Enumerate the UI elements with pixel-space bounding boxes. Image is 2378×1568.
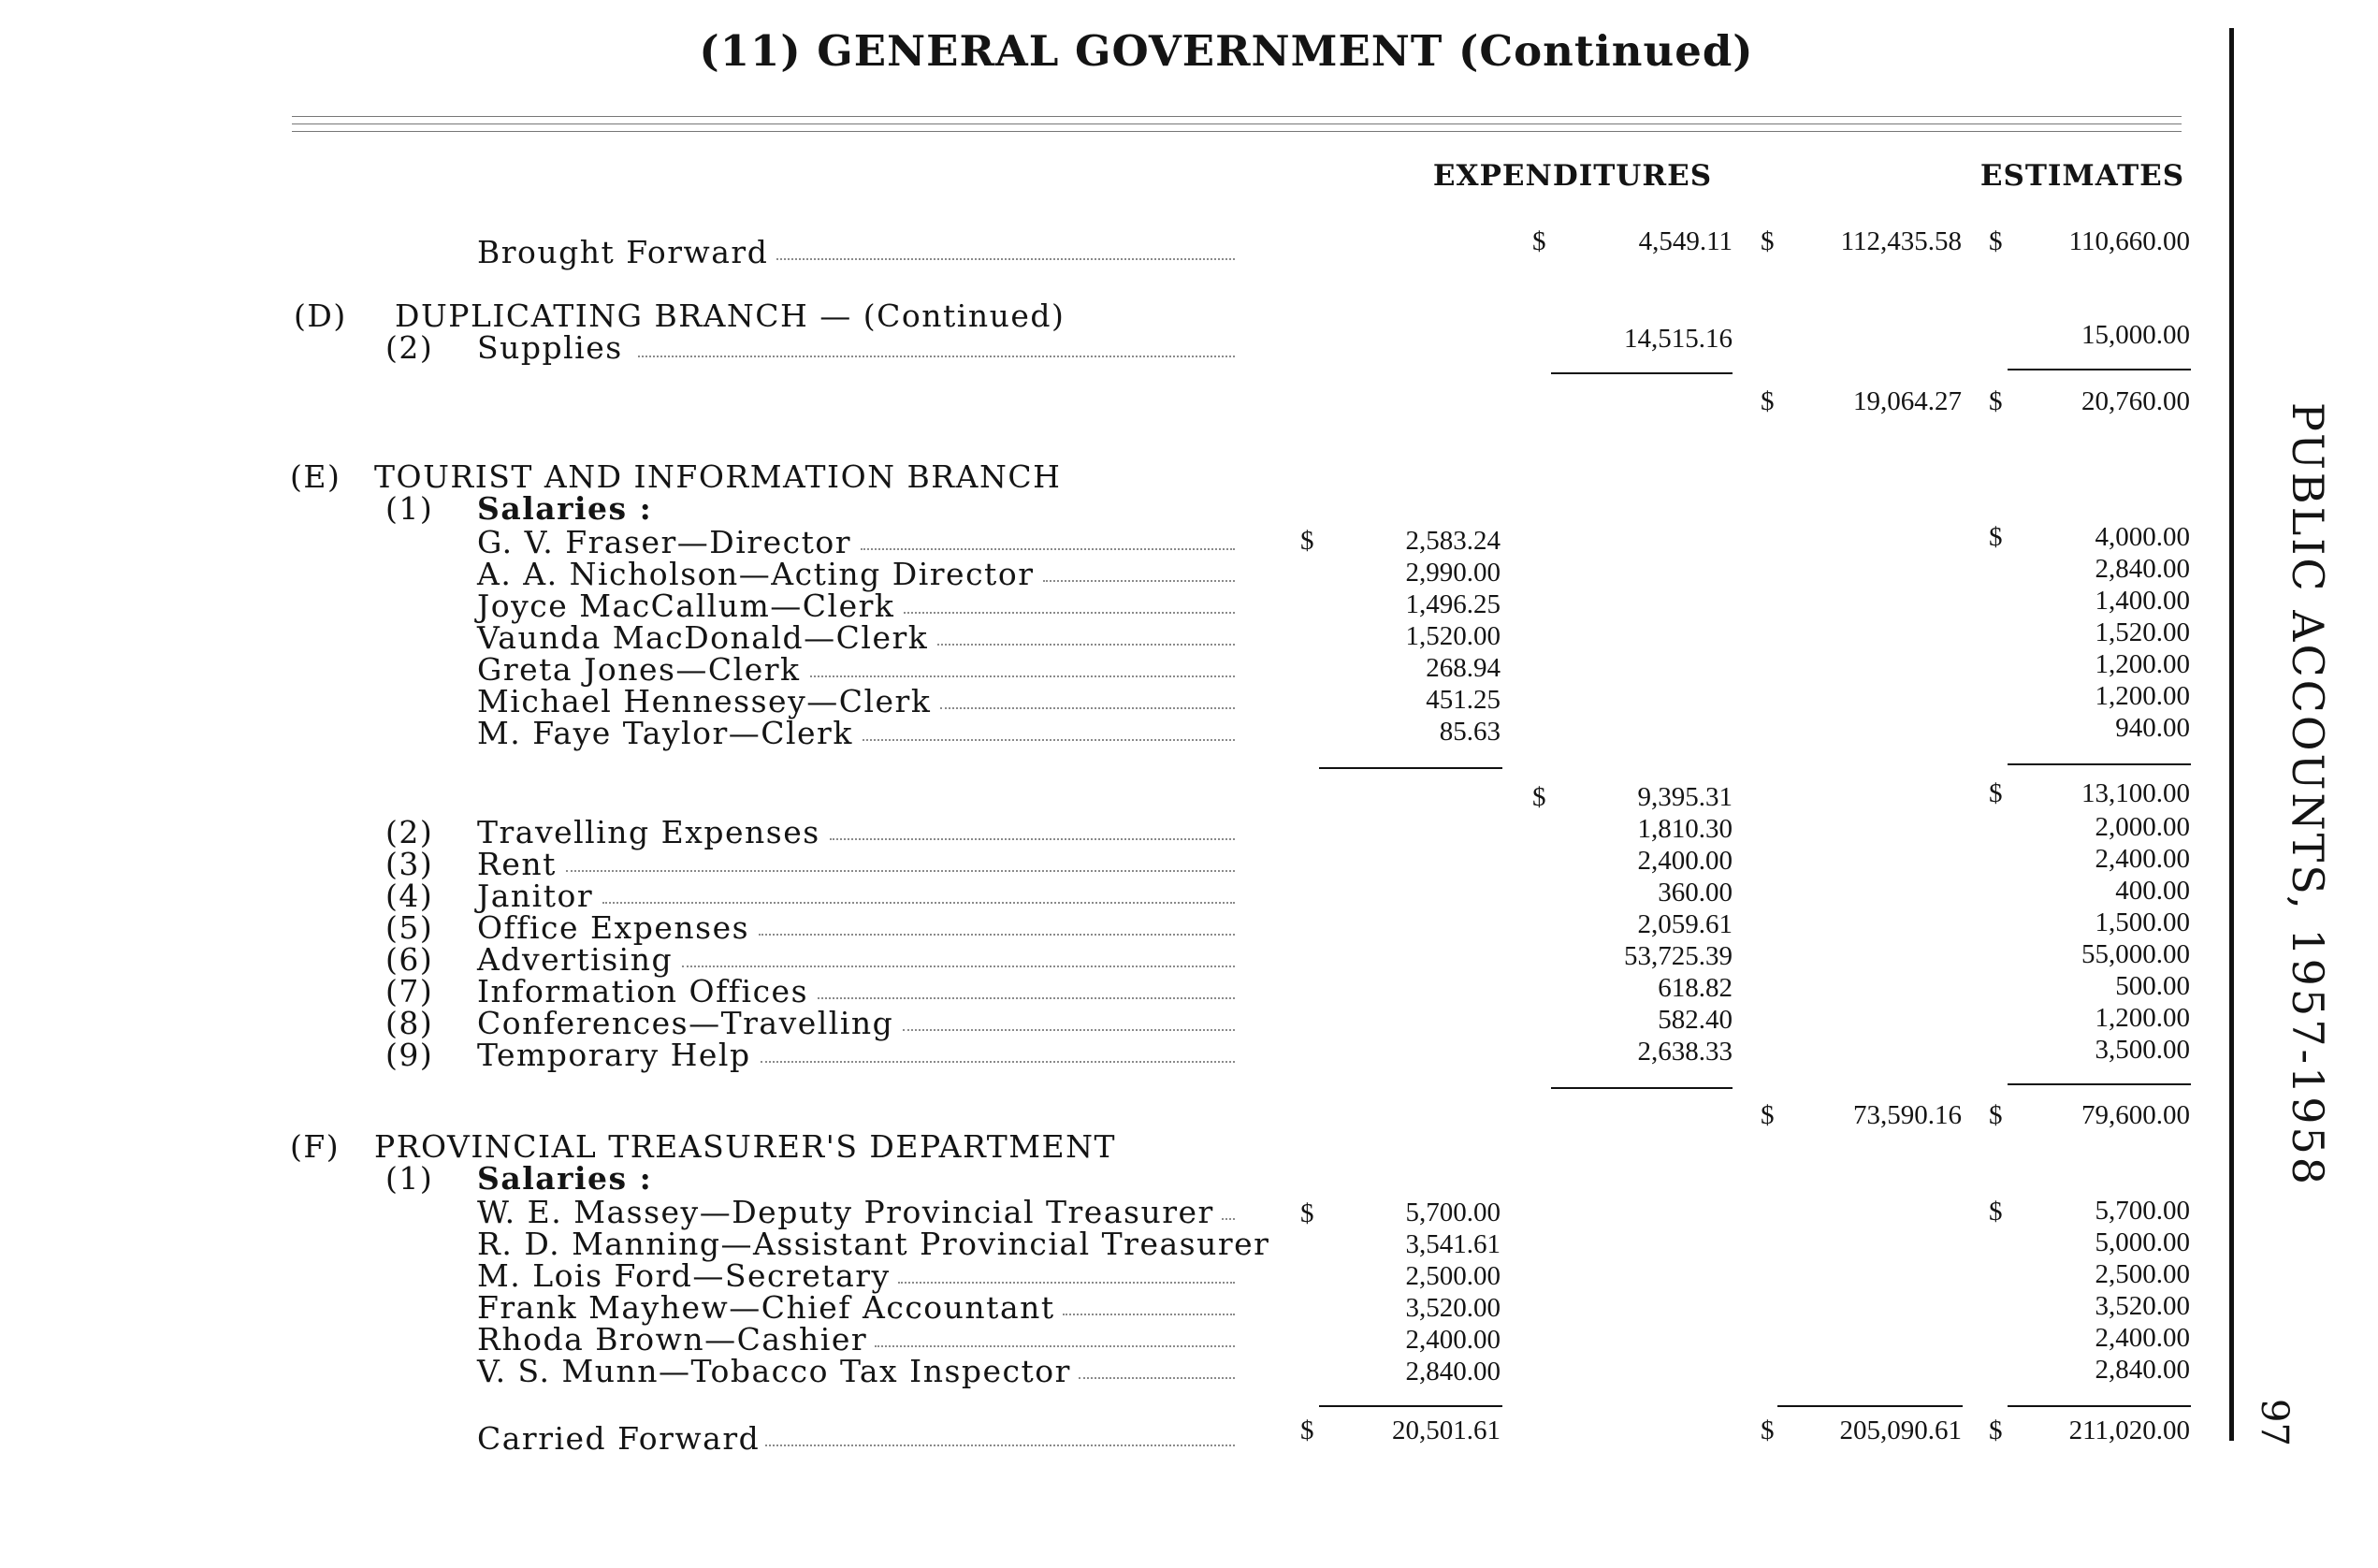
item-label: Travelling Expenses xyxy=(477,814,820,850)
leader-dots xyxy=(903,1029,1235,1031)
item-estimate: 3,500.00 xyxy=(2095,1035,2190,1065)
page-number: 97 xyxy=(2253,1399,2296,1446)
salary-estimate: 5,700.00 xyxy=(2095,1196,2190,1226)
leader-dots xyxy=(818,997,1235,999)
section-heading: DUPLICATING BRANCH — (Continued) xyxy=(395,298,1066,334)
section-d-total: 19,064.27 xyxy=(1853,386,1962,416)
salary-expenditure: 2,990.00 xyxy=(1405,558,1501,588)
dollar-sign: $ xyxy=(1761,386,1775,416)
salary-estimate: 2,840.00 xyxy=(2095,1355,2190,1385)
dollar-sign: $ xyxy=(1300,526,1314,556)
item-label: Information Offices xyxy=(477,973,809,1009)
leader-dots xyxy=(1222,1218,1235,1220)
tourist-salaries-estimate-total: 13,100.00 xyxy=(2081,778,2190,808)
leader-dots xyxy=(904,612,1235,614)
item-number: (3) xyxy=(385,846,434,882)
salary-estimate: 4,000.00 xyxy=(2095,522,2190,552)
dollar-sign: $ xyxy=(1532,782,1546,812)
item-number: (5) xyxy=(385,909,434,946)
leader-dots xyxy=(682,965,1235,967)
salary-expenditure: 5,700.00 xyxy=(1405,1198,1501,1227)
leader-dots xyxy=(898,1282,1235,1284)
item-estimate: 400.00 xyxy=(2115,876,2190,906)
item-label: Supplies xyxy=(477,329,623,366)
dollar-sign: $ xyxy=(1532,226,1546,256)
item-number: (6) xyxy=(385,941,434,978)
running-head: PUBLIC ACCOUNTS, 1957-1958 xyxy=(2283,402,2333,1188)
salary-estimate: 2,840.00 xyxy=(2095,554,2190,584)
item-number: (2) xyxy=(385,814,434,850)
salary-name: Joyce MacCallum—Clerk xyxy=(477,588,895,624)
carried-forward-total: 205,090.61 xyxy=(1839,1416,1962,1445)
carried-forward-label: Carried Forward xyxy=(477,1420,761,1457)
section-letter: (F) xyxy=(290,1128,341,1165)
item-number: (2) xyxy=(385,329,434,366)
item-label: Advertising xyxy=(477,941,674,978)
leader-dots xyxy=(810,675,1235,677)
subtotal-rule xyxy=(2008,1083,2191,1085)
subtotal-rule xyxy=(1551,372,1733,374)
leader-dots xyxy=(875,1345,1235,1347)
section-heading: TOURIST AND INFORMATION BRANCH xyxy=(374,458,1062,495)
item-number: (8) xyxy=(385,1005,434,1041)
section-e-total: 73,590.16 xyxy=(1853,1100,1962,1130)
salaries-label: Salaries : xyxy=(477,1160,653,1197)
salary-name: Vaunda MacDonald—Clerk xyxy=(477,619,929,656)
salary-expenditure: 2,400.00 xyxy=(1405,1325,1501,1355)
item-number: (1) xyxy=(385,490,434,527)
subtotal-rule xyxy=(1551,1087,1733,1089)
salary-estimate: 1,200.00 xyxy=(2095,681,2190,711)
salary-name: M. Lois Ford—Secretary xyxy=(477,1257,891,1294)
item-label: Temporary Help xyxy=(477,1037,751,1073)
subtotal-rule xyxy=(1777,1405,1963,1407)
salary-name: Michael Hennessey—Clerk xyxy=(477,683,932,719)
salary-expenditure: 451.25 xyxy=(1426,685,1501,715)
salary-expenditure: 1,496.25 xyxy=(1405,589,1501,619)
dollar-sign: $ xyxy=(1300,1416,1314,1445)
dollar-sign: $ xyxy=(1989,1197,2003,1227)
salary-expenditure: 2,583.24 xyxy=(1405,526,1501,556)
dollar-sign: $ xyxy=(1989,226,2003,256)
title-rule-bottom xyxy=(292,131,2182,132)
item-expenditure: 2,400.00 xyxy=(1637,846,1733,876)
salary-name: Greta Jones—Clerk xyxy=(477,651,801,688)
tourist-salaries-total: 9,395.31 xyxy=(1637,782,1733,812)
leader-dots xyxy=(759,934,1235,936)
subtotal-rule xyxy=(1319,767,1502,769)
dollar-sign: $ xyxy=(1989,1100,2003,1130)
salary-estimate: 1,520.00 xyxy=(2095,617,2190,647)
dollar-sign: $ xyxy=(1989,778,2003,808)
leader-dots xyxy=(638,356,1235,357)
title-rule-middle xyxy=(292,123,2182,124)
dollar-sign: $ xyxy=(1989,522,2003,552)
item-number: (7) xyxy=(385,973,434,1009)
salary-expenditure: 1,520.00 xyxy=(1405,621,1501,651)
leader-dots xyxy=(937,644,1235,646)
supplies-estimate: 15,000.00 xyxy=(2081,320,2190,350)
salaries-label: Salaries : xyxy=(477,490,653,527)
dollar-sign: $ xyxy=(1989,386,2003,416)
leader-dots xyxy=(863,739,1235,741)
item-label: Office Expenses xyxy=(477,909,750,946)
item-number: (9) xyxy=(385,1037,434,1073)
item-number: (1) xyxy=(385,1160,434,1197)
item-label: Janitor xyxy=(477,878,594,914)
salary-estimate: 2,400.00 xyxy=(2095,1323,2190,1353)
item-label: Conferences—Travelling xyxy=(477,1005,894,1041)
salary-name: V. S. Munn—Tobacco Tax Inspector xyxy=(477,1353,1071,1389)
salary-name: W. E. Massey—Deputy Provincial Treasurer xyxy=(477,1194,1214,1230)
item-estimate: 500.00 xyxy=(2115,971,2190,1001)
salary-estimate: 940.00 xyxy=(2115,713,2190,743)
salary-name: Rhoda Brown—Cashier xyxy=(477,1321,868,1357)
brought-forward-label: Brought Forward xyxy=(477,234,769,270)
salary-name: G. V. Fraser—Director xyxy=(477,524,851,560)
dollar-sign: $ xyxy=(1761,1416,1775,1445)
salary-expenditure: 85.63 xyxy=(1439,717,1501,747)
leader-dots xyxy=(776,258,1235,260)
item-expenditure: 2,059.61 xyxy=(1637,909,1733,939)
item-expenditure: 53,725.39 xyxy=(1624,941,1733,971)
salary-estimate: 2,500.00 xyxy=(2095,1259,2190,1289)
subtotal-rule xyxy=(2008,1405,2191,1407)
subtotal-rule xyxy=(2008,369,2191,370)
supplies-expenditure: 14,515.16 xyxy=(1624,324,1733,354)
carried-forward-estimate: 211,020.00 xyxy=(2068,1416,2190,1445)
salary-estimate: 3,520.00 xyxy=(2095,1291,2190,1321)
salary-expenditure: 2,840.00 xyxy=(1405,1357,1501,1387)
subtotal-rule xyxy=(1319,1405,1502,1407)
brought-forward-expenditure: 4,549.11 xyxy=(1638,226,1733,256)
page-title: (11) GENERAL GOVERNMENT (Continued) xyxy=(699,26,1754,76)
item-number: (4) xyxy=(385,878,434,914)
item-estimate: 2,400.00 xyxy=(2095,844,2190,874)
brought-forward-total: 112,435.58 xyxy=(1840,226,1962,256)
leader-dots xyxy=(830,838,1235,840)
item-expenditure: 1,810.30 xyxy=(1637,814,1733,844)
salary-expenditure: 3,520.00 xyxy=(1405,1293,1501,1323)
salary-estimate: 1,200.00 xyxy=(2095,649,2190,679)
item-estimate: 55,000.00 xyxy=(2081,939,2190,969)
leader-dots xyxy=(1063,1314,1235,1315)
salary-name: M. Faye Taylor—Clerk xyxy=(477,715,853,751)
leader-dots xyxy=(1043,580,1235,582)
item-expenditure: 360.00 xyxy=(1658,878,1733,907)
salary-expenditure: 3,541.61 xyxy=(1405,1229,1501,1259)
section-d-estimate-total: 20,760.00 xyxy=(2081,386,2190,416)
salary-estimate: 1,400.00 xyxy=(2095,586,2190,616)
leader-dots xyxy=(940,707,1235,709)
dollar-sign: $ xyxy=(1300,1198,1314,1228)
salary-name: Frank Mayhew—Chief Accountant xyxy=(477,1289,1055,1326)
leader-dots xyxy=(765,1445,1235,1446)
item-estimate: 2,000.00 xyxy=(2095,812,2190,842)
leader-dots xyxy=(761,1061,1235,1063)
expenditures-heading: EXPENDITURES xyxy=(1432,159,1713,193)
carried-forward-salaries: 20,501.61 xyxy=(1392,1416,1501,1445)
salary-name: R. D. Manning—Assistant Provincial Treasurer xyxy=(477,1226,1270,1262)
salary-expenditure: 268.94 xyxy=(1426,653,1501,683)
dollar-sign: $ xyxy=(1761,226,1775,256)
subtotal-rule xyxy=(2008,763,2191,765)
brought-forward-estimate: 110,660.00 xyxy=(2068,226,2190,256)
salary-name: A. A. Nicholson—Acting Director xyxy=(477,556,1035,592)
item-estimate: 1,500.00 xyxy=(2095,907,2190,937)
dollar-sign: $ xyxy=(1761,1100,1775,1130)
section-letter: (D) xyxy=(294,298,347,334)
salary-expenditure: 2,500.00 xyxy=(1405,1261,1501,1291)
section-e-estimate-total: 79,600.00 xyxy=(2081,1100,2190,1130)
title-rule-top xyxy=(292,116,2182,117)
section-heading: PROVINCIAL TREASURER'S DEPARTMENT xyxy=(374,1128,1117,1165)
estimates-heading: ESTIMATES xyxy=(1979,159,2185,193)
leader-dots xyxy=(1079,1377,1235,1379)
item-expenditure: 582.40 xyxy=(1658,1005,1733,1035)
dollar-sign: $ xyxy=(1989,1416,2003,1445)
item-estimate: 1,200.00 xyxy=(2095,1003,2190,1033)
salary-estimate: 5,000.00 xyxy=(2095,1227,2190,1257)
section-letter: (E) xyxy=(290,458,341,495)
leader-dots xyxy=(861,548,1235,550)
item-label: Rent xyxy=(477,846,557,882)
leader-dots xyxy=(566,870,1235,872)
leader-dots xyxy=(602,902,1235,904)
margin-bar xyxy=(2229,28,2234,1441)
item-expenditure: 2,638.33 xyxy=(1637,1037,1733,1067)
item-expenditure: 618.82 xyxy=(1658,973,1733,1003)
